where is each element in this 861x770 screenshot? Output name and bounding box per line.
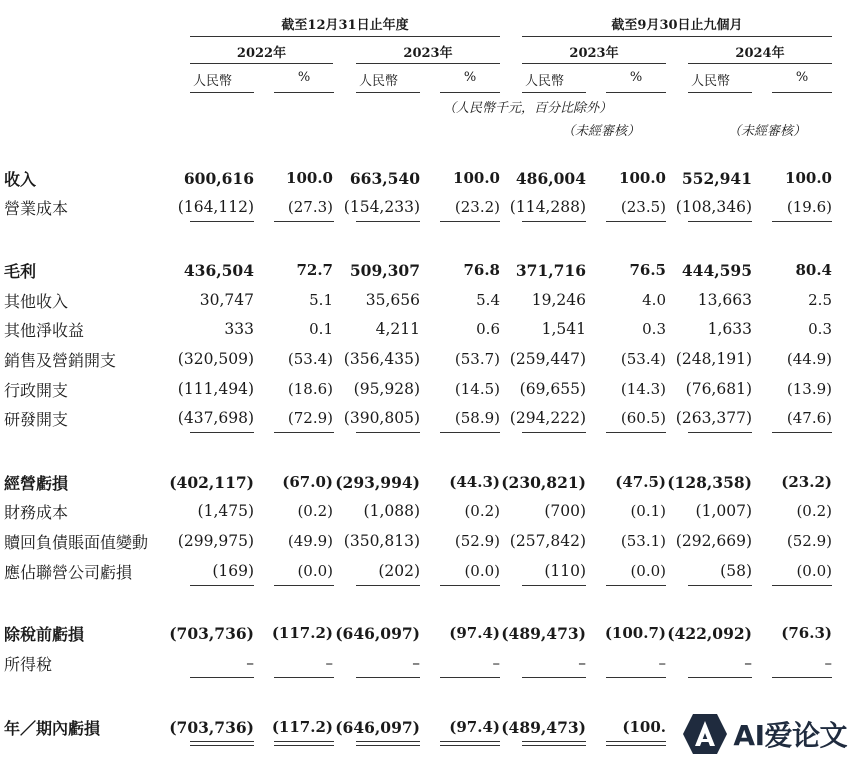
percent-cell: (67.0)	[282, 473, 333, 491]
amount-cell: (703,736)	[169, 718, 254, 737]
amount-cell: (646,097)	[335, 718, 420, 737]
amount-cell: (1,088)	[363, 502, 420, 520]
amount-cell: (248,191)	[675, 350, 752, 368]
subtotal-underline	[356, 585, 420, 586]
amount-cell: –	[246, 654, 254, 672]
amount-cell: 30,747	[199, 291, 254, 309]
percent-cell: 0.3	[642, 320, 666, 338]
ai-logo-icon	[681, 712, 729, 756]
percent-cell: (52.9)	[454, 532, 500, 550]
row-label: 其他淨收益	[4, 321, 85, 340]
percent-cell: (58.9)	[454, 409, 500, 427]
subtotal-underline	[522, 677, 586, 678]
percent-cell: (47.6)	[786, 409, 832, 427]
amount-cell: 509,307	[349, 261, 420, 280]
row-label: 贖回負債賬面值變動	[4, 533, 149, 552]
percent-cell: (27.3)	[287, 198, 333, 216]
header-group-annual: 截至12月31日止年度	[281, 18, 409, 33]
percent-cell: 0.6	[476, 320, 500, 338]
amount-cell: (111,494)	[177, 380, 254, 398]
percent-cell: (0.0)	[464, 562, 500, 580]
header-group-annual-rule	[190, 36, 500, 37]
amount-cell: (422,092)	[667, 624, 752, 643]
amount-cell: (110)	[544, 562, 586, 580]
percent-cell: (14.5)	[454, 380, 500, 398]
amount-cell: 1,633	[707, 320, 752, 338]
percent-cell: (60.5)	[620, 409, 666, 427]
row-label: 其他收入	[4, 292, 69, 311]
percent-cell: (100.7)	[604, 624, 666, 642]
header-group-nine-months: 截至9月30日止九個月	[611, 18, 743, 33]
amount-cell: (1,007)	[695, 502, 752, 520]
subtotal-underline	[274, 677, 334, 678]
amount-cell: 663,540	[349, 169, 420, 188]
amount-cell: (58)	[720, 562, 752, 580]
year-header-2023a: 2023年	[403, 46, 453, 61]
subtotal-underline	[440, 432, 500, 433]
currency-rule	[688, 92, 752, 93]
amount-cell: 1,541	[541, 320, 586, 338]
percent-cell: (76.3)	[781, 624, 832, 642]
amount-cell: –	[412, 654, 420, 672]
amount-cell: (202)	[378, 562, 420, 580]
amount-cell: (154,233)	[343, 198, 420, 216]
currency-header: 人民幣	[691, 74, 731, 89]
subtotal-underline	[274, 221, 334, 222]
subtotal-underline	[440, 677, 500, 678]
year-header-2024: 2024年	[735, 46, 785, 61]
amount-cell: 371,716	[515, 261, 586, 280]
subtotal-underline	[606, 432, 666, 433]
amount-cell: 4,211	[375, 320, 420, 338]
amount-cell: 600,616	[183, 169, 254, 188]
amount-cell: 436,504	[183, 261, 254, 280]
unaudited-note-2023: （未經審核）	[562, 124, 641, 139]
row-label: 研發開支	[4, 410, 69, 429]
amount-cell: (320,509)	[177, 350, 254, 368]
row-label: 毛利	[4, 262, 37, 281]
amount-cell: (230,821)	[501, 473, 586, 492]
pct-header: %	[629, 70, 643, 85]
amount-cell: –	[744, 654, 752, 672]
year-rule-2023b	[522, 63, 666, 64]
percent-cell: 80.4	[795, 261, 832, 279]
percent-cell: (14.3)	[620, 380, 666, 398]
amount-cell: (169)	[212, 562, 254, 580]
row-label: 所得稅	[4, 655, 53, 674]
row-label: 除稅前虧損	[4, 625, 85, 644]
currency-header: 人民幣	[359, 74, 399, 89]
subtotal-underline	[772, 677, 832, 678]
currency-rule	[190, 92, 254, 93]
header-group-nine-months-rule	[522, 36, 832, 37]
percent-cell: –	[658, 654, 666, 672]
percent-cell: (0.0)	[297, 562, 333, 580]
total-double-underline	[356, 741, 420, 746]
percent-cell: (0.1)	[630, 502, 666, 520]
percent-cell: 76.8	[463, 261, 500, 279]
amount-cell: (703,736)	[169, 624, 254, 643]
amount-cell: –	[578, 654, 586, 672]
amount-cell: (700)	[544, 502, 586, 520]
amount-cell: (69,655)	[519, 380, 586, 398]
percent-cell: 0.1	[309, 320, 333, 338]
watermark-text: AI爱论文	[733, 719, 847, 752]
subtotal-underline	[606, 585, 666, 586]
year-header-2023b: 2023年	[569, 46, 619, 61]
amount-cell: (356,435)	[343, 350, 420, 368]
percent-cell: (49.9)	[287, 532, 333, 550]
percent-cell: (53.4)	[287, 350, 333, 368]
subtotal-underline	[356, 677, 420, 678]
total-double-underline	[274, 741, 334, 746]
subtotal-underline	[190, 221, 254, 222]
percent-cell: (53.1)	[620, 532, 666, 550]
row-label: 經營虧損	[4, 474, 69, 493]
pct-rule	[440, 92, 500, 93]
amount-cell: (263,377)	[675, 409, 752, 427]
amount-cell: (489,473)	[501, 624, 586, 643]
row-label: 年／期內虧損	[4, 719, 101, 738]
amount-cell: (350,813)	[343, 532, 420, 550]
subtotal-underline	[522, 585, 586, 586]
subtotal-underline	[190, 432, 254, 433]
row-label: 應佔聯營公司虧損	[4, 563, 133, 582]
row-label: 財務成本	[4, 503, 69, 522]
unaudited-note-2024: （未經審核）	[728, 124, 807, 139]
amount-cell: (293,994)	[335, 473, 420, 492]
percent-cell: (23.2)	[781, 473, 832, 491]
percent-cell: (97.4)	[449, 624, 500, 642]
subtotal-underline	[606, 221, 666, 222]
percent-cell: (117.2)	[271, 718, 333, 736]
percent-cell: (44.3)	[449, 473, 500, 491]
percent-cell: (47.5)	[615, 473, 666, 491]
subtotal-underline	[772, 585, 832, 586]
percent-cell: 0.3	[808, 320, 832, 338]
percent-cell: 4.0	[642, 291, 666, 309]
row-label: 行政開支	[4, 381, 69, 400]
subtotal-underline	[606, 677, 666, 678]
subtotal-underline	[274, 432, 334, 433]
amount-cell: (299,975)	[177, 532, 254, 550]
subtotal-underline	[522, 432, 586, 433]
amount-cell: (292,669)	[675, 532, 752, 550]
subtotal-underline	[356, 432, 420, 433]
percent-cell: (19.6)	[786, 198, 832, 216]
percent-cell: –	[824, 654, 832, 672]
amount-cell: (76,681)	[685, 380, 752, 398]
subtotal-underline	[772, 221, 832, 222]
subtotal-underline	[440, 221, 500, 222]
percent-cell: 100.0	[453, 169, 500, 187]
amount-cell: (402,117)	[169, 473, 254, 492]
amount-cell: 35,656	[365, 291, 420, 309]
percent-cell: (97.4)	[449, 718, 500, 736]
total-double-underline	[440, 741, 500, 746]
percent-cell: 100.0	[619, 169, 666, 187]
percent-cell: (44.9)	[786, 350, 832, 368]
subtotal-underline	[688, 432, 752, 433]
percent-cell: –	[325, 654, 333, 672]
subtotal-underline	[688, 221, 752, 222]
percent-cell: (13.9)	[786, 380, 832, 398]
total-double-underline	[522, 741, 586, 746]
watermark-logo	[681, 712, 847, 756]
amount-cell: (108,346)	[675, 198, 752, 216]
pct-rule	[772, 92, 832, 93]
subtotal-underline	[440, 585, 500, 586]
currency-header: 人民幣	[525, 74, 565, 89]
year-rule-2023a	[356, 63, 500, 64]
percent-cell: (18.6)	[287, 380, 333, 398]
percent-cell: 100.0	[286, 169, 333, 187]
percent-cell: (0.2)	[464, 502, 500, 520]
total-double-underline	[190, 741, 254, 746]
percent-cell: (117.2)	[271, 624, 333, 642]
amount-cell: 13,663	[697, 291, 752, 309]
amount-cell: (259,447)	[509, 350, 586, 368]
percent-cell: 5.4	[476, 291, 500, 309]
amount-cell: (437,698)	[177, 409, 254, 427]
amount-cell: 19,246	[531, 291, 586, 309]
amount-cell: (128,358)	[667, 473, 752, 492]
row-label: 收入	[4, 170, 37, 189]
year-rule-2024	[688, 63, 832, 64]
amount-cell: (164,112)	[177, 198, 254, 216]
subtotal-underline	[522, 221, 586, 222]
percent-cell: (72.9)	[287, 409, 333, 427]
percent-cell: 2.5	[808, 291, 832, 309]
percent-cell: 72.7	[296, 261, 333, 279]
percent-cell: (53.7)	[454, 350, 500, 368]
percent-cell: 100.0	[785, 169, 832, 187]
amount-cell: (257,842)	[509, 532, 586, 550]
pct-header: %	[463, 70, 477, 85]
pct-header: %	[297, 70, 311, 85]
pct-rule	[606, 92, 666, 93]
total-double-underline	[606, 741, 666, 746]
year-rule-2022	[190, 63, 333, 64]
pct-header: %	[795, 70, 809, 85]
percent-cell: (0.0)	[796, 562, 832, 580]
percent-cell: 5.1	[309, 291, 333, 309]
amount-cell: (646,097)	[335, 624, 420, 643]
subtotal-underline	[688, 677, 752, 678]
percent-cell: (100.	[622, 718, 666, 736]
percent-cell: 76.5	[629, 261, 666, 279]
amount-cell: (489,473)	[501, 718, 586, 737]
pct-rule	[274, 92, 334, 93]
subtotal-underline	[688, 585, 752, 586]
amount-cell: (390,805)	[343, 409, 420, 427]
amount-cell: 486,004	[515, 169, 586, 188]
percent-cell: –	[492, 654, 500, 672]
percent-cell: (53.4)	[620, 350, 666, 368]
percent-cell: (23.5)	[620, 198, 666, 216]
percent-cell: (0.2)	[796, 502, 832, 520]
subtotal-underline	[356, 221, 420, 222]
row-label: 營業成本	[4, 199, 69, 218]
amount-cell: 333	[224, 320, 254, 338]
currency-header: 人民幣	[193, 74, 233, 89]
percent-cell: (52.9)	[786, 532, 832, 550]
amount-cell: (1,475)	[197, 502, 254, 520]
amount-cell: (95,928)	[353, 380, 420, 398]
subtotal-underline	[772, 432, 832, 433]
subtotal-underline	[190, 585, 254, 586]
amount-cell: (294,222)	[509, 409, 586, 427]
currency-rule	[522, 92, 586, 93]
amount-cell: 552,941	[681, 169, 752, 188]
subtotal-underline	[190, 677, 254, 678]
currency-rule	[356, 92, 420, 93]
amount-cell: 444,595	[681, 261, 752, 280]
percent-cell: (23.2)	[454, 198, 500, 216]
percent-cell: (0.0)	[630, 562, 666, 580]
unit-note: （人民幣千元，百分比除外）	[443, 101, 613, 116]
year-header-2022: 2022年	[236, 46, 287, 61]
subtotal-underline	[274, 585, 334, 586]
percent-cell: (0.2)	[297, 502, 333, 520]
amount-cell: (114,288)	[509, 198, 586, 216]
row-label: 銷售及營銷開支	[4, 351, 117, 370]
